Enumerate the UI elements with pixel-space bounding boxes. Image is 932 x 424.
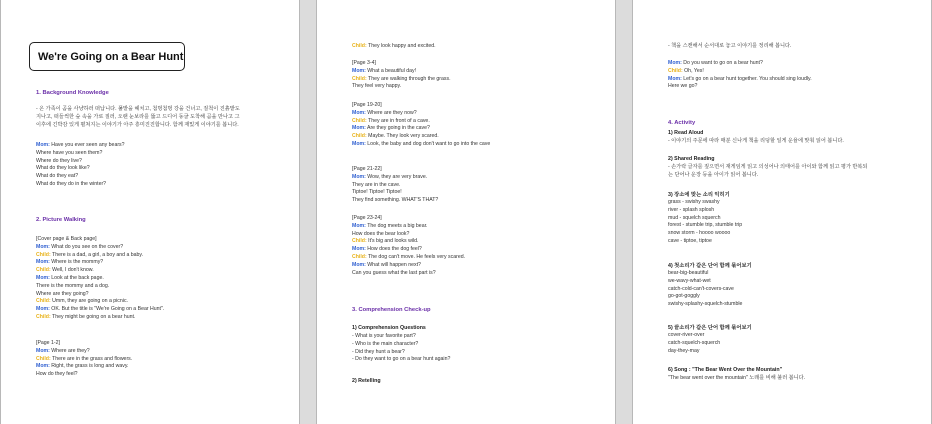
dialog-text: How does the dog feel?	[365, 246, 422, 253]
subheading-retelling: 2) Retelling	[352, 378, 381, 384]
speaker-label: Child:	[352, 238, 367, 245]
speaker-label: Mom:	[352, 261, 366, 268]
background-paragraph	[36, 106, 240, 129]
question-line: - What is your favorite part?	[352, 333, 416, 339]
question-list	[352, 333, 450, 364]
dialog-text: Right, the grass is long and wavy.	[49, 363, 129, 370]
dialog-line	[352, 254, 465, 262]
dialog-line	[668, 83, 812, 91]
dialog-line	[36, 298, 164, 306]
activity-shared-reading-title: 2) Shared Reading	[668, 156, 715, 162]
page-1-2-dialog	[36, 340, 132, 379]
dialog-text: They find something. WHAT'S THAT?	[352, 197, 439, 204]
dialog-line	[36, 356, 132, 364]
document-page-1	[0, 0, 300, 424]
list-item: river - splash splosh	[668, 206, 715, 213]
dialog-text: What do they do in the winter?	[36, 180, 107, 187]
dialog-line	[36, 181, 125, 189]
dialog-text: [Page 19-20]	[352, 102, 382, 108]
dialog-text: Where are they now?	[365, 109, 417, 116]
list-item: we-wavy-what-wet	[668, 277, 711, 284]
dialog-line	[36, 267, 164, 275]
dialog-line	[36, 236, 164, 244]
paragraph-line: - 온 가족이 곰을 사냥하러 떠납니다. 풀밭을 헤치고, 첨벙첨벙 강을 건너고, 질척이 진흙밭도	[36, 106, 240, 112]
dialog-text: It's big and looks wild.	[366, 238, 419, 245]
dialog-line	[352, 238, 465, 246]
dialog-text: [Cover page & Back page]	[36, 236, 97, 242]
dialog-line	[36, 165, 125, 173]
list-item: forest - stumble trip, stumble trip	[668, 222, 743, 229]
dialog-text: How do they feel?	[36, 371, 78, 378]
dialog-line	[36, 340, 132, 348]
dialog-line	[352, 141, 490, 149]
dialog-line	[352, 43, 436, 51]
dialog-block	[668, 60, 812, 91]
speaker-label: Mom:	[352, 109, 366, 116]
question-line: - Who is the main character?	[352, 340, 419, 347]
document-page-2	[316, 0, 616, 424]
dialog-text: Umm, they are going on a picnic.	[50, 298, 128, 305]
speaker-label: Mom:	[36, 306, 50, 313]
activity-read-aloud-title: 1) Read Aloud	[668, 130, 704, 136]
paragraph-line: 는 단어나 운장 등을 아이가 읽어 봅니다.	[668, 171, 759, 178]
speaker-label: Child:	[36, 355, 51, 362]
dialog-text: Can you guess what the last part is?	[352, 269, 436, 276]
activity-final-sounds-title: 5) 끝소리가 같은 단어 함께 묶어보기	[668, 325, 752, 331]
speaker-label: Mom:	[36, 363, 50, 370]
dialog-line	[36, 158, 125, 166]
speaker-label: Child:	[352, 43, 367, 49]
speaker-label: Child:	[668, 67, 683, 74]
dialog-text: Look at the back page.	[49, 274, 104, 281]
sound-list	[668, 199, 742, 246]
dialog-text: Tiptoe! Tiptoe! Tiptoe!	[352, 189, 402, 196]
section-heading-background: 1. Background Knowledge	[36, 90, 109, 96]
paragraph-line: 지나고, 떠들썩한 숲 속을 가로 질러, 오랜 눈보라를 뚫고 드디어 동굴 도착해 곰을 만나고 그	[36, 113, 240, 120]
dialog-text: They feel very happy.	[352, 83, 402, 90]
dialog-text: The dog can't move. He feels very scared.	[366, 253, 466, 260]
dialog-line	[352, 68, 451, 76]
dialog-text: What do they eat?	[36, 173, 79, 180]
dialog-line	[36, 363, 132, 371]
page-title: We're Going on a Bear Hunt	[38, 50, 184, 63]
list-item: cover-river-over	[668, 332, 705, 338]
dialog-line	[36, 244, 164, 252]
dialog-text: Wow, they are very brave.	[365, 173, 428, 180]
question-line: - Did they hunt a bear?	[352, 348, 405, 355]
dialog-block	[352, 215, 465, 277]
dialog-text: How does the bear look?	[352, 230, 410, 237]
dialog-line	[352, 110, 490, 118]
activity-shared-reading-text	[668, 164, 867, 180]
activity-song-text: "The bear went over the mountain" 노래를 비해 불러 봅니다.	[668, 375, 806, 381]
activity-initial-sounds-title: 4) 첫소리가 같은 단어 함께 묶어보기	[668, 263, 752, 269]
dialog-line	[352, 83, 451, 91]
dialog-line	[352, 133, 490, 141]
dialog-line	[352, 270, 465, 278]
list-item: go-got-goggly	[668, 293, 700, 300]
list-item: cave - tiptoe, tiptoe	[668, 237, 712, 244]
section-heading-activity: 4. Activity	[668, 120, 696, 126]
dialog-text: They are in the cave.	[352, 181, 401, 188]
dialog-text: They look happy and excited.	[366, 43, 436, 49]
speaker-label: Mom:	[352, 140, 366, 147]
speaker-label: Mom:	[36, 142, 50, 148]
list-item: swishy-splashy-squelch-stumble	[668, 301, 743, 308]
subheading-questions: 1) Comprehension Questions	[352, 325, 426, 331]
dialog-line	[352, 125, 490, 133]
dialog-line	[36, 306, 164, 314]
dialog-line	[352, 118, 490, 126]
dialog-line	[352, 262, 465, 270]
dialog-text: OK. But the title is "We're Going on a Bear Hunt".	[49, 306, 165, 313]
dialog-line	[36, 252, 164, 260]
dialog-text: Where have you seen them?	[36, 149, 103, 156]
dialog-line	[36, 142, 125, 150]
dialog-text: [Page 21-22]	[352, 166, 382, 172]
dialog-block	[352, 43, 436, 51]
list-item: bear-big-beautiful	[668, 270, 709, 276]
dialog-text: Where is the mommy?	[49, 259, 104, 266]
dialog-text: [Page 23-24]	[352, 215, 382, 221]
speaker-label: Mom:	[36, 274, 50, 281]
dialog-line	[36, 371, 132, 379]
dialog-line	[352, 102, 490, 110]
dialog-line	[668, 60, 812, 68]
dialog-text: [Page 3-4]	[352, 60, 376, 66]
dialog-line	[36, 348, 132, 356]
dialog-text: What a beautiful day!	[365, 67, 417, 74]
paragraph-line: - 손가락 글자를 짚으면서 재게임게 읽고 의성어나 의태어를 아이와 함께 읽고 평가 반복되	[668, 164, 868, 170]
speaker-label: Child:	[352, 117, 367, 124]
dialog-text: They might be going on a bear hunt.	[50, 313, 136, 320]
dialog-line	[352, 76, 451, 84]
paragraph-line: 이후에 긴박감 있게 펼쳐지는 이야기가 아주 흥미진진합니다. 함께 재밌게 이야기를 봅니다.	[36, 121, 239, 128]
dialog-text: There is a dad, a girl, a boy and a baby.	[50, 251, 144, 258]
dialog-text: Look, the baby and dog don't want to go into the cave	[365, 140, 491, 147]
final-sound-list	[668, 332, 720, 355]
document-page-3	[632, 0, 932, 424]
dialog-text: The dog meets a big bear.	[365, 222, 428, 229]
dialog-text: There is the mommy and a dog.	[36, 282, 110, 289]
dialog-line	[352, 246, 465, 254]
speaker-label: Child:	[36, 298, 51, 305]
dialog-text: Here we go?	[668, 83, 698, 90]
dialog-line	[36, 259, 164, 267]
initial-sound-list	[668, 270, 742, 309]
dialog-line	[36, 150, 125, 158]
list-item: grass - swishy swashy	[668, 199, 720, 205]
question-line: - Do they want to go on a bear hunt again?	[352, 356, 451, 363]
cover-dialog	[36, 236, 164, 322]
dialog-text: Where are they?	[49, 347, 90, 354]
speaker-label: Child:	[352, 253, 367, 260]
retelling-intro: - 책을 스캔해서 순서대로 놓고 이야기를 정리해 봅니다.	[668, 43, 792, 49]
speaker-label: Mom:	[352, 222, 366, 229]
list-item: catch-squelch-squerch	[668, 339, 721, 346]
speaker-label: Mom:	[668, 60, 682, 66]
dialog-text: Where are they going?	[36, 290, 89, 297]
dialog-text: Maybe. They look very scared.	[366, 133, 439, 140]
speaker-label: Child:	[352, 75, 367, 82]
dialog-text: Have you ever seen any bears?	[49, 142, 125, 148]
dialog-text: Where do they live?	[36, 157, 82, 164]
list-item: mud - squelch squerch	[668, 214, 721, 221]
dialog-line	[352, 231, 465, 239]
dialog-line	[352, 166, 438, 174]
speaker-label: Mom:	[36, 347, 50, 354]
section-heading-comprehension: 3. Comprehension Check-up	[352, 307, 431, 313]
speaker-label: Mom:	[352, 125, 366, 132]
dialog-block	[352, 102, 490, 149]
dialog-text: What do you see on the cover?	[49, 243, 124, 250]
question-list	[36, 142, 125, 189]
dialog-line	[36, 291, 164, 299]
dialog-line	[36, 314, 164, 322]
list-item: snow storm - hoooo woooo	[668, 230, 731, 237]
speaker-label: Child:	[352, 133, 367, 140]
dialog-block	[352, 60, 451, 91]
dialog-text: Well, I don't know.	[50, 267, 94, 274]
speaker-label: Mom:	[36, 259, 50, 266]
activity-read-aloud-text: - 이야기의 주문에 따라 매분 신나게 책을 리딩할 일게 운율에 맞춰 읽어 봅니다.	[668, 138, 844, 144]
dialog-line	[668, 76, 812, 84]
list-item: catch-cold-can't-covers-cave	[668, 285, 734, 292]
dialog-text: Are they going in the cave?	[365, 125, 430, 132]
dialog-line	[352, 60, 451, 68]
speaker-label: Mom:	[36, 243, 50, 250]
dialog-text: Oh, Yes!	[682, 67, 704, 74]
dialog-text: They are walking through the grass.	[366, 75, 451, 82]
section-heading-picture-walking: 2. Picture Walking	[36, 217, 86, 223]
dialog-line	[36, 283, 164, 291]
dialog-text: Let's go on a bear hunt together. You should sing loudly.	[681, 75, 812, 82]
dialog-text: Do you want to go on a bear hunt?	[681, 60, 763, 66]
dialog-line	[352, 189, 438, 197]
speaker-label: Mom:	[352, 67, 366, 74]
activity-song-title: 6) Song : "The Bear Went Over the Mountain"	[668, 367, 783, 373]
dialog-line	[352, 174, 438, 182]
title-box	[29, 42, 185, 71]
dialog-line	[36, 275, 164, 283]
speaker-label: Child:	[36, 313, 51, 320]
speaker-label: Mom:	[352, 246, 366, 253]
dialog-line	[668, 68, 812, 76]
dialog-text: They are in front of a cave.	[366, 117, 430, 124]
dialog-line	[352, 197, 438, 205]
speaker-label: Mom:	[668, 75, 682, 82]
speaker-label: Child:	[36, 267, 51, 274]
dialog-line	[352, 223, 465, 231]
dialog-line	[36, 173, 125, 181]
dialog-text: What do they look like?	[36, 165, 90, 172]
dialog-line	[352, 182, 438, 190]
list-item: day-they-may	[668, 347, 700, 354]
dialog-line	[352, 215, 465, 223]
dialog-text: What will happen next?	[365, 261, 421, 268]
speaker-label: Child:	[36, 251, 51, 258]
dialog-text: [Page 1-2]	[36, 340, 60, 346]
dialog-block	[352, 166, 438, 205]
speaker-label: Mom:	[352, 173, 366, 180]
activity-sounds-title: 3) 장소에 맞는 소리 익히기	[668, 192, 730, 198]
dialog-text: There are in the grass and flowers.	[50, 355, 133, 362]
